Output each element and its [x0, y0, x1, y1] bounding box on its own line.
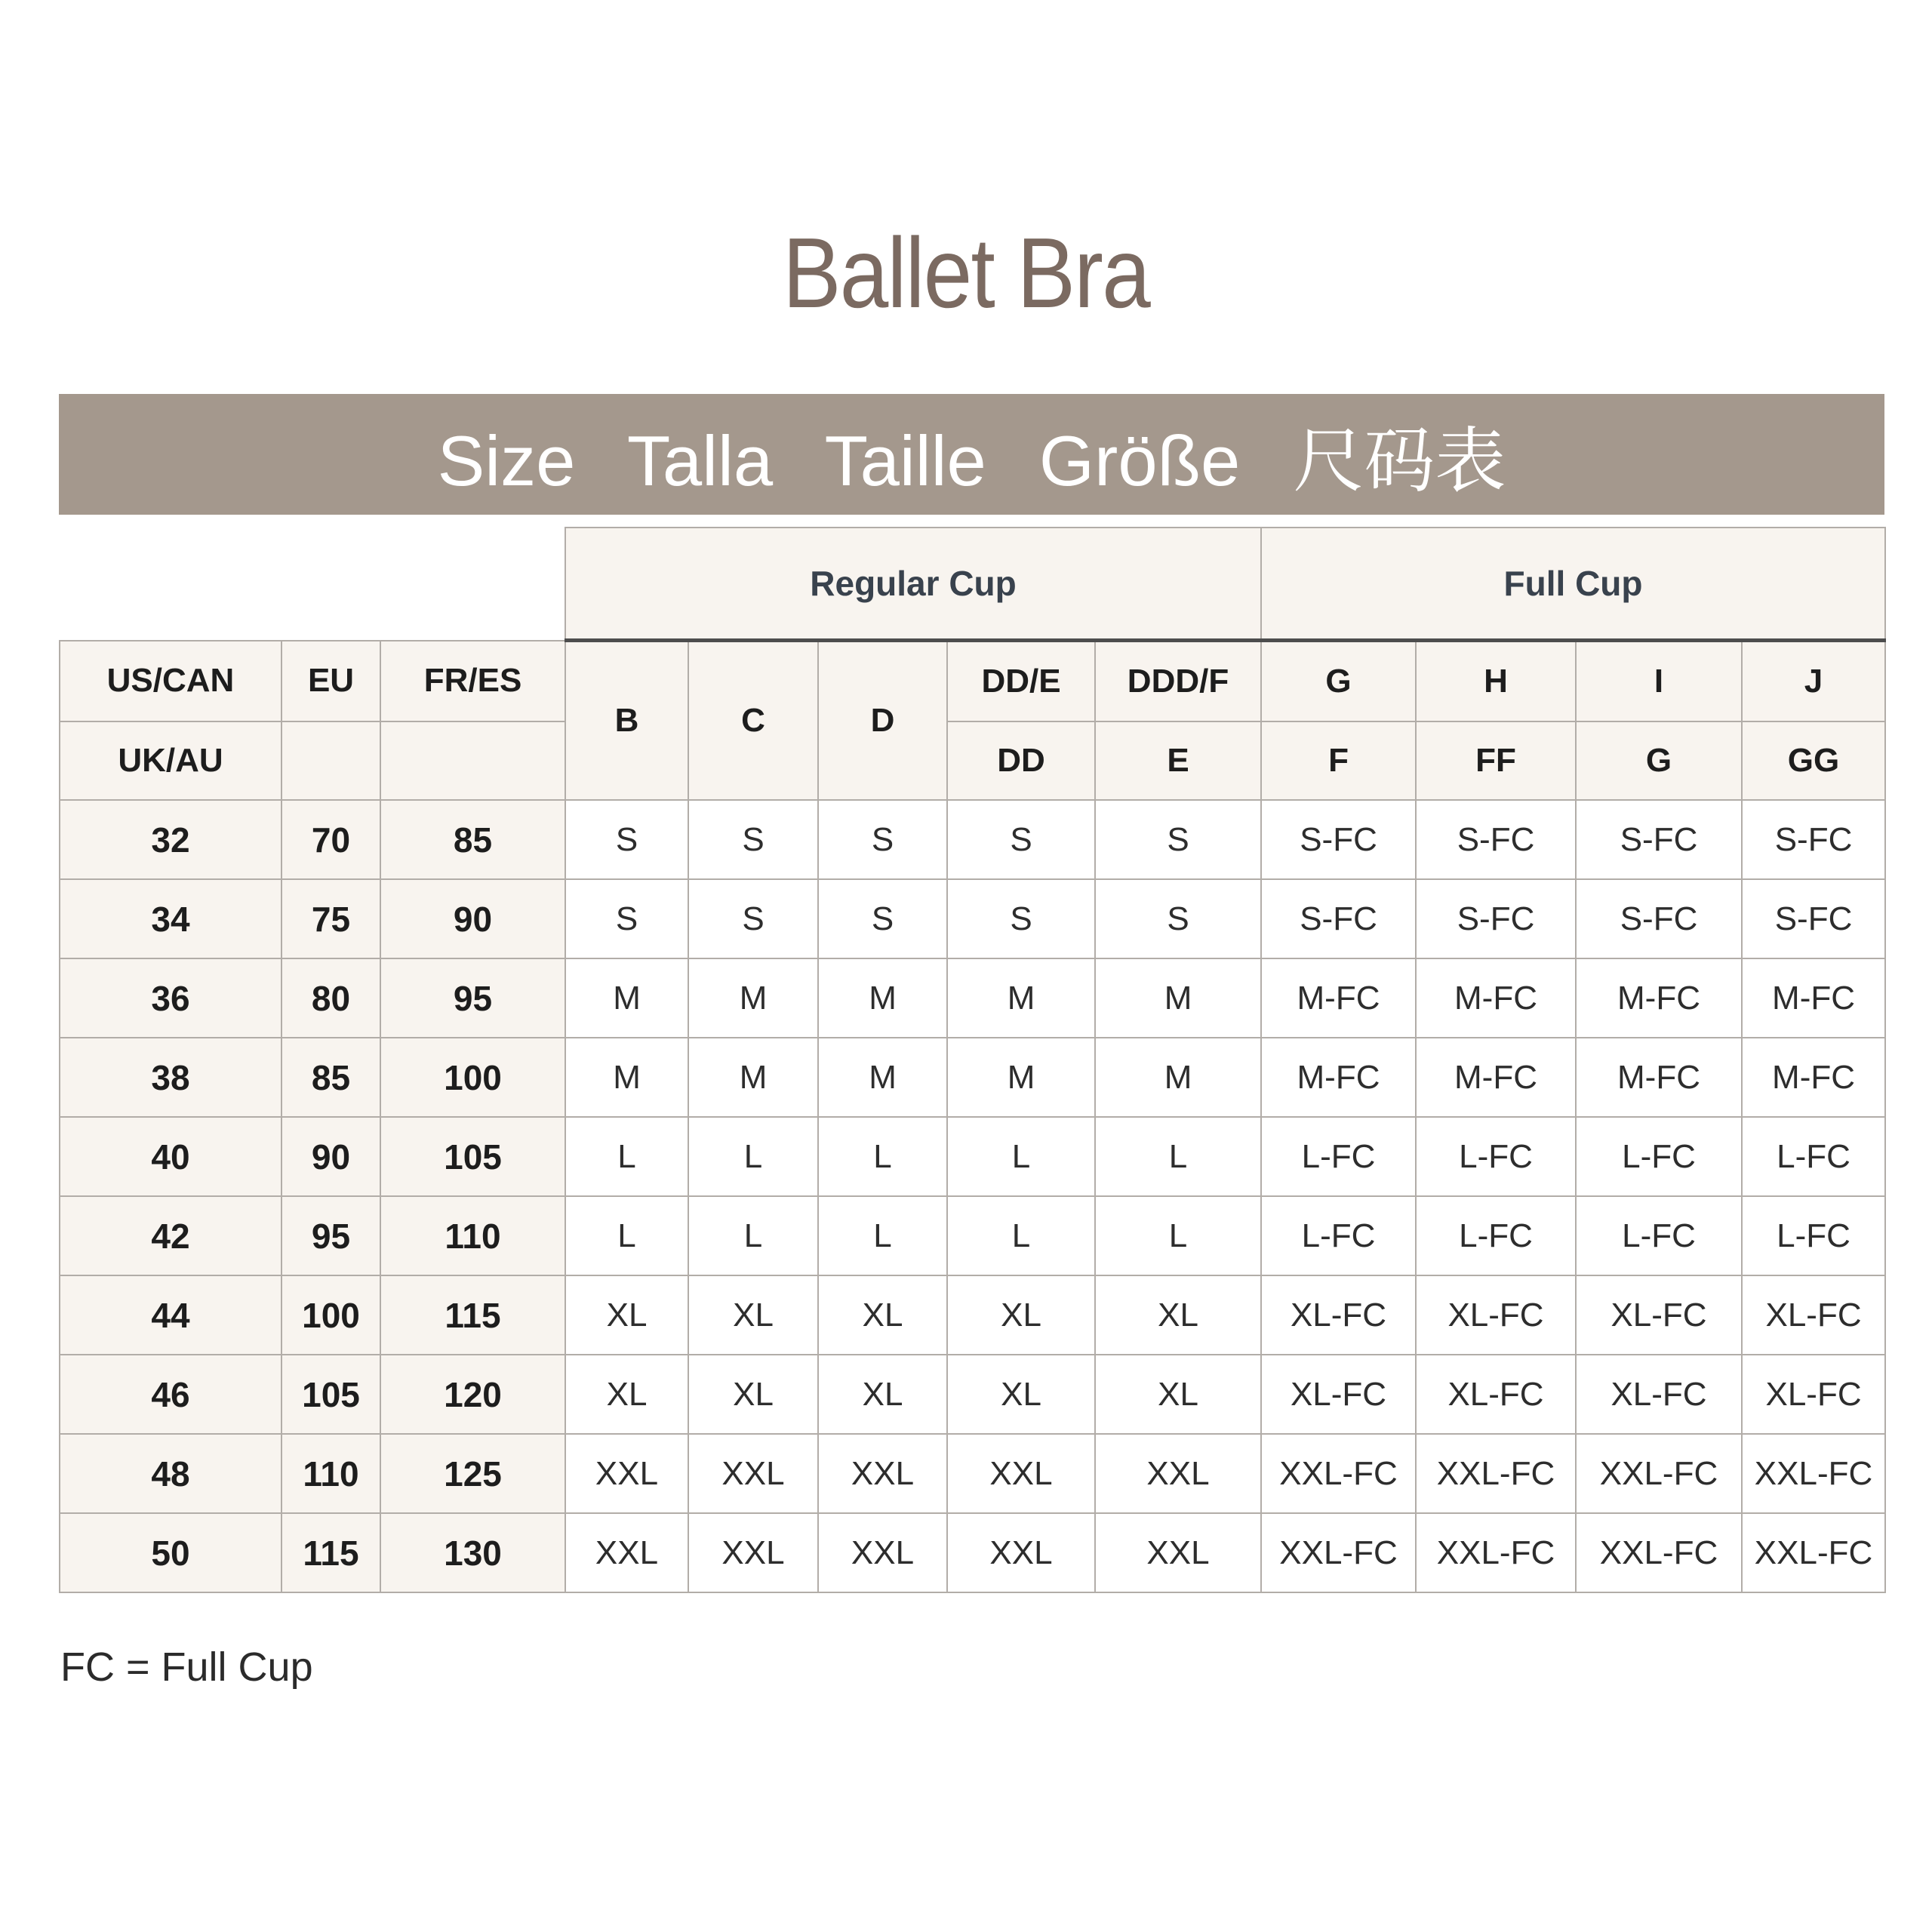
cup-size-cell: XXL: [947, 1513, 1095, 1592]
cup-size-cell: XXL-FC: [1576, 1434, 1742, 1513]
footnote: FC = Full Cup: [60, 1644, 313, 1690]
cup-size-cell: L: [947, 1117, 1095, 1196]
cup-size-cell: XXL: [688, 1434, 818, 1513]
cup-size-cell: M: [818, 958, 947, 1038]
band-size-cell: 90: [281, 1117, 380, 1196]
col-header-cup-dd-e: DD/E: [947, 641, 1095, 722]
cup-size-cell: L: [818, 1117, 947, 1196]
cup-size-cell: L: [688, 1117, 818, 1196]
band-size-cell: 34: [60, 879, 281, 958]
cup-size-cell: M: [688, 1038, 818, 1117]
cup-size-cell: L-FC: [1416, 1117, 1576, 1196]
col-header-cup-ff: FF: [1416, 721, 1576, 800]
col-header-cup-b: B: [565, 641, 688, 801]
cup-size-cell: S-FC: [1742, 800, 1885, 879]
band-size-cell: 38: [60, 1038, 281, 1117]
band-size-cell: 80: [281, 958, 380, 1038]
col-header-cup-c: C: [688, 641, 818, 801]
cup-size-cell: XXL-FC: [1576, 1513, 1742, 1592]
band-size-cell: 95: [380, 958, 565, 1038]
band-size-cell: 115: [380, 1275, 565, 1355]
cup-size-cell: S: [688, 800, 818, 879]
col-header-cup-i: I: [1576, 641, 1742, 722]
col-header-cup-j: J: [1742, 641, 1885, 722]
band-size-cell: 90: [380, 879, 565, 958]
table-row: [60, 1275, 1885, 1355]
cup-size-cell: L-FC: [1576, 1117, 1742, 1196]
col-header-cup-gg: GG: [1742, 721, 1885, 800]
cup-size-cell: M: [818, 1038, 947, 1117]
band-size-cell: 130: [380, 1513, 565, 1592]
cup-size-cell: L: [818, 1196, 947, 1275]
cup-size-cell: L: [1095, 1117, 1261, 1196]
table-row: [60, 1513, 1885, 1592]
cup-size-cell: S: [818, 879, 947, 958]
band-size-cell: 85: [380, 800, 565, 879]
cup-size-cell: S-FC: [1576, 800, 1742, 879]
cup-size-cell: S: [1095, 879, 1261, 958]
cup-size-cell: S: [818, 800, 947, 879]
cup-size-cell: L-FC: [1416, 1196, 1576, 1275]
cup-size-cell: M: [1095, 958, 1261, 1038]
cup-size-cell: XXL-FC: [1742, 1434, 1885, 1513]
size-chart-table: [59, 527, 1886, 1593]
cup-size-cell: XL-FC: [1742, 1355, 1885, 1434]
cup-size-cell: M-FC: [1416, 958, 1576, 1038]
cup-size-cell: XL-FC: [1576, 1275, 1742, 1355]
regular-cup-group-header: Regular Cup: [565, 528, 1261, 641]
cup-size-cell: XXL-FC: [1261, 1513, 1416, 1592]
cup-size-cell: L-FC: [1576, 1196, 1742, 1275]
cup-size-cell: M: [565, 958, 688, 1038]
cup-size-cell: M: [688, 958, 818, 1038]
blank-corner-cell: [60, 528, 565, 641]
table-row: [60, 1434, 1885, 1513]
cup-size-cell: L-FC: [1742, 1117, 1885, 1196]
table-row: [60, 800, 1885, 879]
cup-size-cell: S-FC: [1576, 879, 1742, 958]
band-size-cell: 36: [60, 958, 281, 1038]
band-size-cell: 105: [281, 1355, 380, 1434]
band-size-cell: 50: [60, 1513, 281, 1592]
cup-size-cell: XL: [565, 1355, 688, 1434]
cup-size-cell: S: [565, 879, 688, 958]
cup-size-cell: S: [1095, 800, 1261, 879]
cup-size-cell: XXL: [565, 1513, 688, 1592]
col-header-cup-ddd-f: DDD/F: [1095, 641, 1261, 722]
cup-size-cell: S-FC: [1416, 800, 1576, 879]
cup-size-cell: L: [1095, 1196, 1261, 1275]
cup-size-cell: XXL-FC: [1416, 1434, 1576, 1513]
cup-size-cell: XL-FC: [1576, 1355, 1742, 1434]
cup-size-cell: M: [565, 1038, 688, 1117]
cup-size-cell: XL: [947, 1275, 1095, 1355]
col-header-eu-blank: [281, 721, 380, 800]
band-size-cell: 48: [60, 1434, 281, 1513]
col-header-us-can: US/CAN: [60, 641, 281, 722]
table-row: [60, 1196, 1885, 1275]
cup-size-cell: XL: [688, 1275, 818, 1355]
cup-size-cell: L: [688, 1196, 818, 1275]
cup-size-cell: XL: [688, 1355, 818, 1434]
band-size-cell: 40: [60, 1117, 281, 1196]
cup-size-cell: S-FC: [1261, 800, 1416, 879]
col-header-cup-d: D: [818, 641, 947, 801]
cup-size-cell: M-FC: [1742, 1038, 1885, 1117]
cup-size-cell: M-FC: [1576, 1038, 1742, 1117]
table-row: [60, 958, 1885, 1038]
band-size-cell: 32: [60, 800, 281, 879]
cup-size-cell: L-FC: [1261, 1196, 1416, 1275]
cup-size-cell: XXL: [947, 1434, 1095, 1513]
table-row: [60, 1117, 1885, 1196]
band-size-cell: 120: [380, 1355, 565, 1434]
band-size-cell: 85: [281, 1038, 380, 1117]
cup-size-cell: XXL-FC: [1261, 1434, 1416, 1513]
cup-size-cell: M-FC: [1416, 1038, 1576, 1117]
cup-size-cell: XL-FC: [1416, 1275, 1576, 1355]
cup-size-cell: XXL: [565, 1434, 688, 1513]
cup-size-cell: XXL: [818, 1513, 947, 1592]
col-header-fr-es-blank: [380, 721, 565, 800]
column-header-row-2: [60, 721, 1885, 800]
cup-size-cell: M-FC: [1742, 958, 1885, 1038]
cup-size-cell: XL: [1095, 1275, 1261, 1355]
cup-size-cell: S: [947, 800, 1095, 879]
band-size-cell: 105: [380, 1117, 565, 1196]
col-header-cup-h: H: [1416, 641, 1576, 722]
cup-size-cell: M-FC: [1261, 958, 1416, 1038]
cup-size-cell: S-FC: [1261, 879, 1416, 958]
cup-group-header-row: [60, 528, 1885, 641]
cup-size-cell: L: [565, 1117, 688, 1196]
cup-size-cell: L-FC: [1742, 1196, 1885, 1275]
cup-size-cell: XXL: [688, 1513, 818, 1592]
cup-size-cell: S: [947, 879, 1095, 958]
col-header-cup-f: F: [1261, 721, 1416, 800]
cup-size-cell: XXL: [818, 1434, 947, 1513]
col-header-cup-g2: G: [1576, 721, 1742, 800]
col-header-uk-au: UK/AU: [60, 721, 281, 800]
cup-size-cell: S-FC: [1416, 879, 1576, 958]
col-header-cup-g: G: [1261, 641, 1416, 722]
cup-size-cell: XL: [947, 1355, 1095, 1434]
band-size-cell: 110: [380, 1196, 565, 1275]
cup-size-cell: S: [565, 800, 688, 879]
band-size-cell: 115: [281, 1513, 380, 1592]
size-banner: [59, 394, 1884, 515]
cup-size-cell: M-FC: [1576, 958, 1742, 1038]
page-title: Ballet Bra: [782, 217, 1150, 328]
cup-size-cell: L: [565, 1196, 688, 1275]
cup-size-cell: M: [1095, 1038, 1261, 1117]
band-size-cell: 42: [60, 1196, 281, 1275]
size-banner-text: Size Talla Taille Größe 尺码表: [437, 420, 1506, 500]
cup-size-cell: XXL: [1095, 1513, 1261, 1592]
full-cup-group-header: Full Cup: [1261, 528, 1885, 641]
cup-size-cell: XL-FC: [1742, 1275, 1885, 1355]
cup-size-cell: XXL-FC: [1416, 1513, 1576, 1592]
cup-size-cell: L-FC: [1261, 1117, 1416, 1196]
cup-size-cell: XL: [565, 1275, 688, 1355]
cup-size-cell: XL-FC: [1261, 1355, 1416, 1434]
band-size-cell: 110: [281, 1434, 380, 1513]
cup-size-cell: XL: [818, 1275, 947, 1355]
cup-size-cell: M: [947, 1038, 1095, 1117]
band-size-cell: 44: [60, 1275, 281, 1355]
cup-size-cell: XL-FC: [1261, 1275, 1416, 1355]
size-rows-body: [60, 800, 1885, 1592]
cup-size-cell: S-FC: [1742, 879, 1885, 958]
band-size-cell: 95: [281, 1196, 380, 1275]
cup-size-cell: XL: [818, 1355, 947, 1434]
cup-size-cell: M-FC: [1261, 1038, 1416, 1117]
cup-size-cell: XL: [1095, 1355, 1261, 1434]
cup-size-cell: XL-FC: [1416, 1355, 1576, 1434]
table-row: [60, 1355, 1885, 1434]
band-size-cell: 100: [281, 1275, 380, 1355]
table-row: [60, 879, 1885, 958]
band-size-cell: 125: [380, 1434, 565, 1513]
table-row: [60, 1038, 1885, 1117]
band-size-cell: 100: [380, 1038, 565, 1117]
cup-size-cell: M: [947, 958, 1095, 1038]
cup-size-cell: XXL: [1095, 1434, 1261, 1513]
band-size-cell: 75: [281, 879, 380, 958]
col-header-cup-e: E: [1095, 721, 1261, 800]
cup-size-cell: S: [688, 879, 818, 958]
cup-size-cell: L: [947, 1196, 1095, 1275]
band-size-cell: 46: [60, 1355, 281, 1434]
cup-size-cell: XXL-FC: [1742, 1513, 1885, 1592]
band-size-cell: 70: [281, 800, 380, 879]
col-header-eu: EU: [281, 641, 380, 722]
col-header-cup-dd: DD: [947, 721, 1095, 800]
col-header-fr-es: FR/ES: [380, 641, 565, 722]
column-header-row-1: [60, 641, 1885, 722]
